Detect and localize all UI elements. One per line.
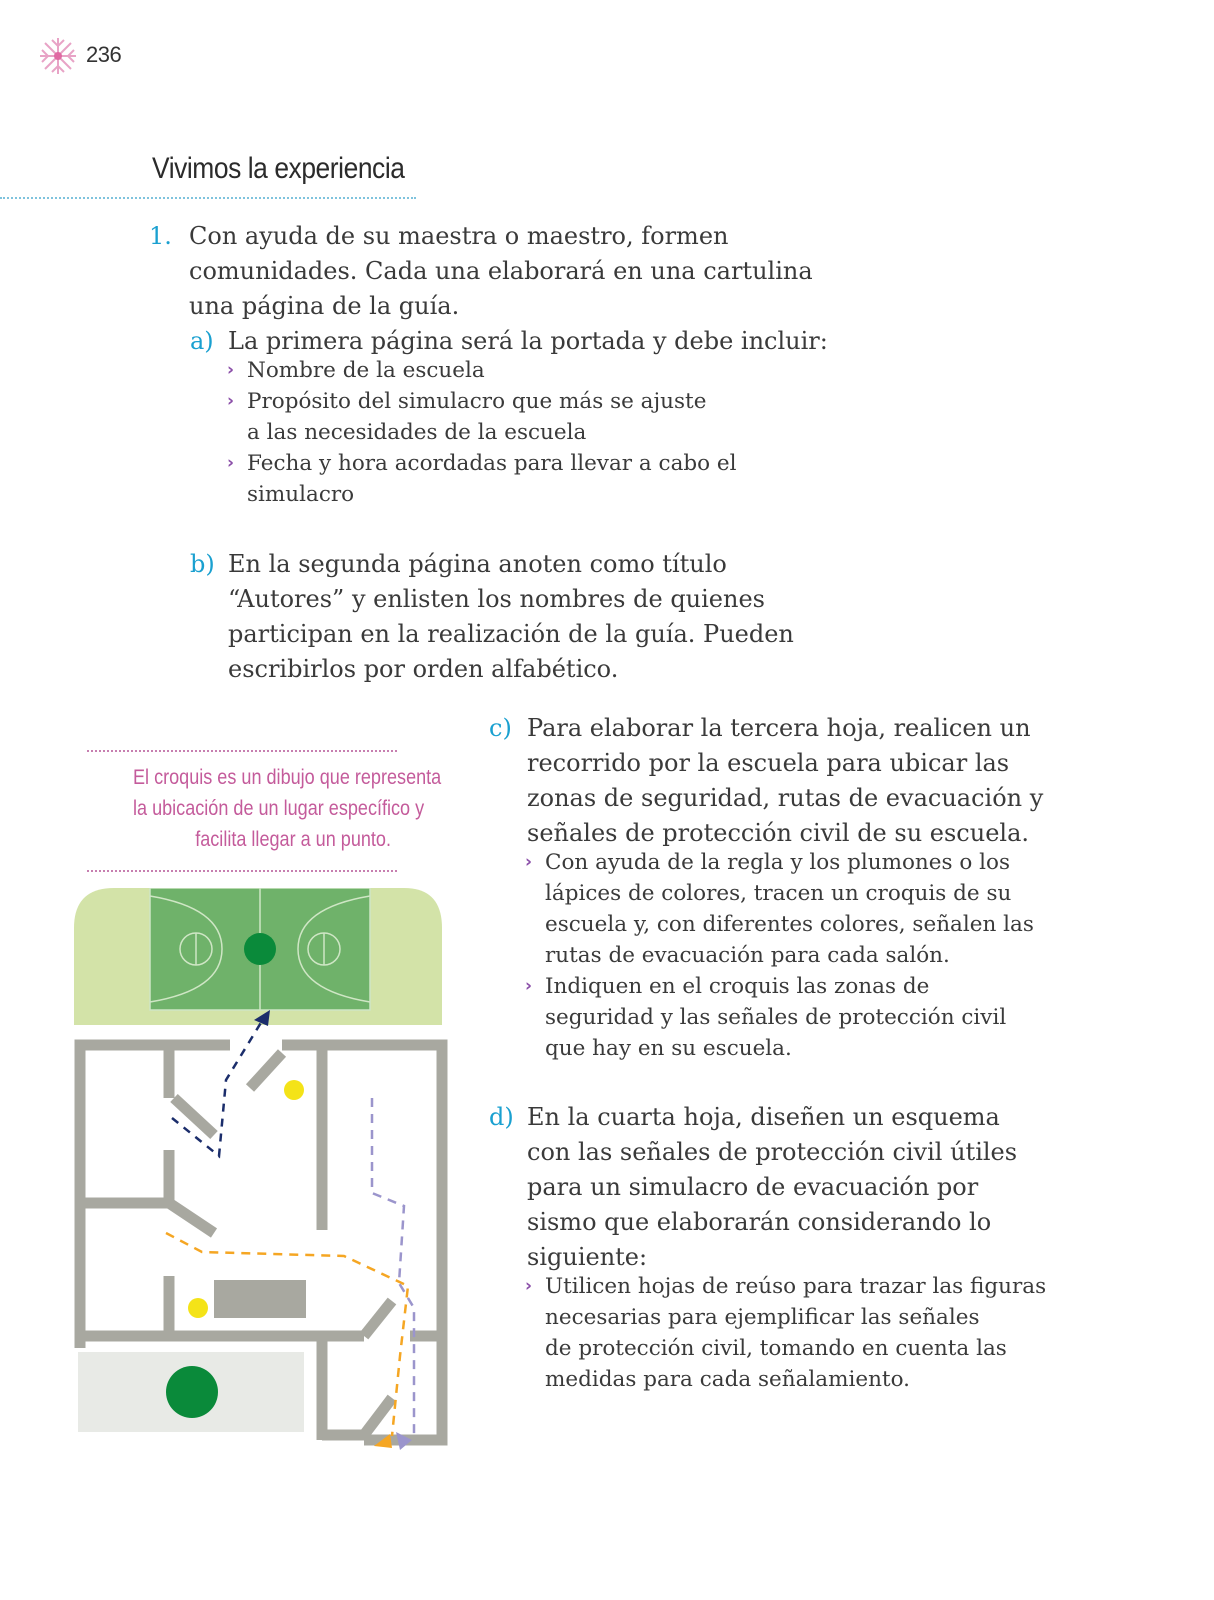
item-1 [149, 219, 869, 324]
building-block [214, 1280, 306, 1318]
marker-yellow-icon [284, 1080, 304, 1100]
bullet-item: › Nombre de la escuela [247, 355, 868, 386]
bullet-item: › Propósito del simulacro que más se ajuste a las necesidades de la escuela [247, 386, 868, 448]
bullet-chevron-icon: › [525, 976, 533, 996]
bullet-chevron-icon: › [525, 852, 533, 872]
item-a [190, 324, 868, 510]
item-1-number: 1. [149, 222, 172, 250]
item-b-label: b) [190, 550, 215, 578]
item-1-line: una página de la guía. [189, 292, 460, 320]
page-ornament-icon [38, 36, 78, 76]
bullet-item: › Fecha y hora acordadas para llevar a cabo el simulacro [247, 448, 868, 510]
page-number: 236 [86, 42, 122, 67]
bullet-item: › Indiquen en el croquis las zonas de seguridad y las señales de protección civil que hay en su escuela. [545, 971, 1127, 1064]
route-lavender [372, 1098, 414, 1436]
item-c-label: c) [489, 714, 512, 742]
note-box [87, 750, 442, 872]
court-safe-zone [244, 933, 276, 965]
bullet-chevron-icon: › [227, 453, 235, 473]
bullet-chevron-icon: › [525, 1276, 533, 1296]
item-a-label: a) [190, 327, 214, 355]
note-text: El croquis es un dibujo que representa la ubicación de un lugar específico y facilita llegar a un punto. [133, 766, 442, 851]
school-floor-plan-map [74, 888, 454, 1458]
item-d: d) En la cuarta hoja, diseñen un esquema con las señales de protección civil útiles para un simulacro de evacuación por sismo que elaborarán considerando lo siguiente: › Utilicen hojas de reúso para trazar las figuras necesarias para ejemplificar las señales de protección civil, tomando en cuenta las medidas para cada señalamiento. [527, 1100, 1127, 1395]
item-1-line: Con ayuda de su maestra o maestro, formen [189, 222, 729, 250]
item-b: b) En la segunda página anoten como título “Autores” y enlisten los nombres de quienes participan en la realización de la guía. Pueden escribirlos por orden alfabético. [228, 547, 868, 687]
marker-yellow-icon [188, 1298, 208, 1318]
bullet-item: › Con ayuda de la regla y los plumones o los lápices de colores, tracen un croquis de su escuela y, con diferentes colores, señalen las rutas de evacuación para cada salón. [545, 847, 1127, 971]
bullet-item: › Utilicen hojas de reúso para trazar las figuras necesarias para ejemplificar las señales de protección civil, tomando en cuenta las medidas para cada señalamiento. [545, 1271, 1127, 1395]
bullet-chevron-icon: › [227, 391, 235, 411]
yard-safe-zone [166, 1366, 218, 1418]
section-title: Vivimos la experiencia [152, 152, 405, 185]
bullet-chevron-icon: › [227, 360, 235, 380]
item-1-line: comunidades. Cada una elaborará en una cartulina [189, 257, 813, 285]
item-d-label: d) [489, 1103, 514, 1131]
item-a-text: La primera página será la portada y debe incluir: [228, 327, 828, 355]
title-divider [0, 197, 416, 199]
item-c: c) Para elaborar la tercera hoja, realicen un recorrido por la escuela para ubicar las zonas de seguridad, rutas de evacuación y señales de protección civil de su escuela. › Con ayuda de la regla y los plumones o los lápices de colores, tracen un croquis de su escuela y, con diferentes colores, señalen las rutas de evacuación para cada salón. › Indiquen en el croquis las zonas de seguridad y las señales de protección civil que hay en su escuela. [527, 711, 1127, 1064]
